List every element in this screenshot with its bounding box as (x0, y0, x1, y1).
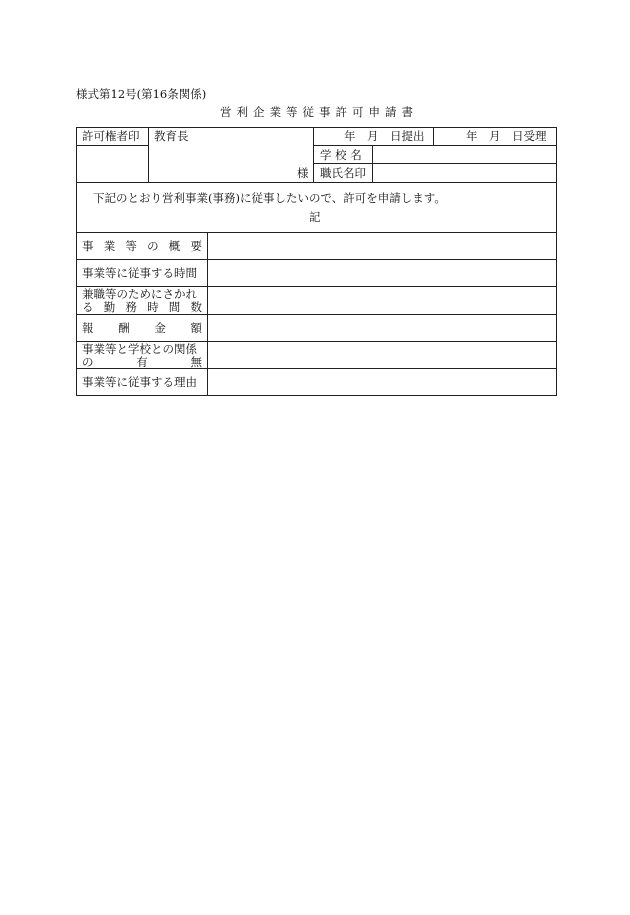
school-relation-field[interactable] (209, 343, 556, 367)
row-label-lost-duty-hours-line1: 兼職等のためにさかれ (82, 287, 197, 301)
working-hours-field[interactable] (209, 261, 556, 285)
row-label-lost-duty-hours-line2: る 勤 務 時 間 数 (82, 300, 202, 314)
recipient-column-divider (313, 127, 314, 182)
row-label-reason: 事業等に従事する理由 (82, 375, 197, 389)
row-divider-4 (76, 314, 557, 315)
row-label-remuneration: 報 酬 金 額 (82, 321, 202, 335)
remuneration-field[interactable] (209, 316, 556, 340)
school-name-field[interactable] (373, 146, 556, 163)
job-name-seal-field[interactable] (373, 164, 556, 181)
row-label-working-hours: 事業等に従事する時間 (82, 266, 197, 280)
permit-seal-label: 許可権者印 (82, 129, 140, 143)
school-name-label: 学 校 名 (320, 148, 362, 162)
application-statement: 下記のとおり営利事業(事務)に従事したいので、許可を申請します。 (93, 191, 446, 205)
row-label-business-overview: 事 業 等 の 概 要 (82, 239, 202, 253)
form-number-label: 様式第12号(第16条関係) (76, 87, 207, 101)
row-divider-2 (76, 259, 557, 260)
row-divider-1 (76, 232, 557, 233)
honorific-sama: 様 (297, 166, 309, 180)
header-divider-bottom (76, 182, 557, 183)
document-title: 営利企業等従事許可申請書 (220, 105, 418, 119)
reason-field[interactable] (209, 370, 556, 395)
acceptance-date-field[interactable]: 年 月 日受理 (466, 129, 547, 143)
job-name-seal-label: 職氏名印 (320, 166, 366, 180)
lost-duty-hours-field[interactable] (209, 288, 556, 313)
recipient-name: 教育長 (154, 129, 189, 143)
row-label-column-divider (207, 232, 208, 396)
ki-heading: 記 (309, 210, 321, 224)
row-label-school-relation-line2: の 有 無 (82, 355, 202, 369)
date-column-divider (433, 127, 434, 145)
submission-date-field[interactable]: 年 月 日提出 (344, 129, 425, 143)
seal-column-divider (148, 127, 149, 182)
business-overview-field[interactable] (209, 234, 556, 258)
header-divider-top-left (76, 145, 148, 146)
row-label-school-relation-line1: 事業等と学校との関係 (82, 342, 197, 356)
